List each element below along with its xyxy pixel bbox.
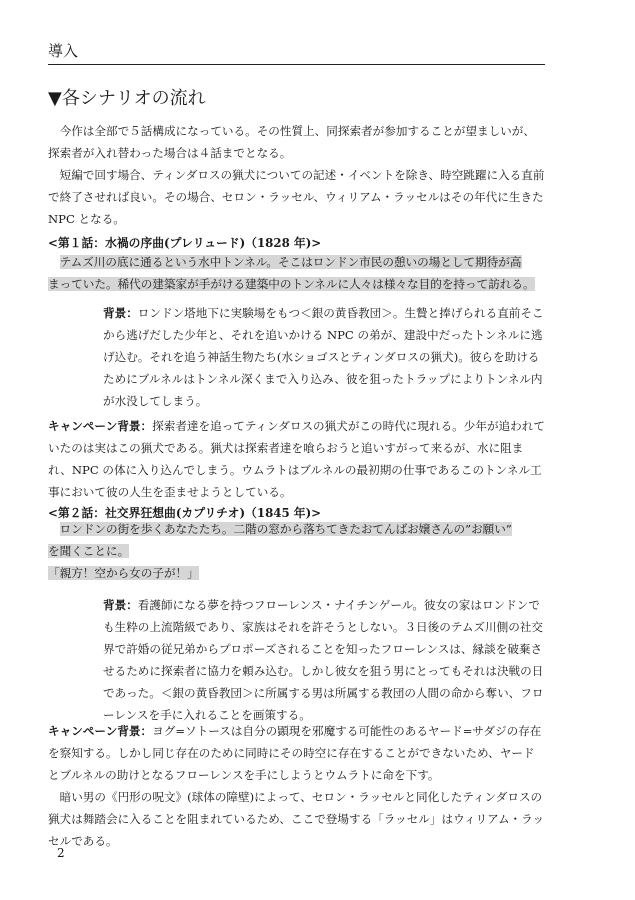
campaign-text: ヨグ=ソトースは自分の顕現を邪魔する可能性のあるヤード=サダジの存在を察知する。しかし同じ存在のために同時にその時空に存在することができないため、ヤードとブルネルの助けとなるフローレンスを手にしようとウムラトに命を下す。 — [48, 724, 542, 782]
synopsis-line: テムズ川の底に通るという水中トンネル。そこはロンドン市民の憩いの場として期待が高 — [59, 255, 522, 269]
synopsis-line: を聞くことに。 — [48, 544, 130, 558]
episode-2-background — [103, 594, 545, 726]
campaign-label: キャンペーン背景： — [48, 419, 153, 433]
episode-2-campaign — [48, 720, 545, 786]
header-divider — [48, 64, 545, 65]
intro-paragraph-1: 今作は全部で５話構成になっている。その性質上、同探索者が参加することが望ましいが、探索者が入れ替わった場合は４話までとなる。 — [48, 124, 535, 160]
background-text: ロンドン塔地下に実験場をもつ＜銀の黄昏教団＞。生贄と捧げられる直前そこから逃げだした少年と、それを追いかける NPC の弟が、建設中だったトンネルに逃げ込む。それを追う神話生物たち(水ショゴスとティンダロスの猟犬)。彼らを助けるためにブルネルはトンネル深くまで入り込み、彼を狙ったトラップによりトンネル内が水没してしまう。 — [103, 306, 544, 408]
episode-1-campaign — [48, 415, 545, 503]
background-text: 看護師になる夢を持つフローレンス・ナイチンゲール。彼女の家はロンドンでも生粋の上流階級であり、家族はそれを許そうとしない。３日後のテムズ川側の社交界で許婚の従兄弟からプロポーズされることを知ったフローレンスは、縁談を破棄させるために探索者に協力を頼み込む。しかし彼女を狙う男にとってもそれは決戦の日であった。＜銀の黄昏教団＞に所属する男は所属する教団の人間の命から奪い、フローレンスを手に入れることを画策する。 — [103, 598, 544, 722]
synopsis-line: 「親方！空から女の子が！」 — [48, 566, 199, 580]
episode-2-title: <第２話：社交界狂想曲(カプリチオ)（1845 年)> — [48, 506, 322, 520]
page-number: 2 — [57, 846, 65, 860]
background-label: 背景： — [103, 598, 138, 612]
section-title: ▼各シナリオの流れ — [48, 88, 206, 109]
synopsis-line: まっていた。稀代の建築家が手がける建築中のトンネルに人々は様々な目的を持って訪れる。 — [48, 277, 535, 291]
episode-1-title: <第１話：水禍の序曲(プレリュード)（1828 年)> — [48, 236, 322, 250]
campaign-label: キャンペーン背景： — [48, 724, 153, 738]
running-header: 導入 — [48, 42, 79, 60]
campaign-text: 探索者達を追ってティンダロスの猟犬がこの時代に現れる。少年が追われていたのは実はこの猟犬である。猟犬は探索者達を喰らおうと追いすがって来るが、水に阻まれ、NPC の体に入り込んでしまう。ウムラトはブルネルの最初期の仕事であるこのトンネル工事において彼の人生を歪ませようとしている。 — [48, 419, 545, 499]
episode-2-synopsis — [48, 518, 545, 584]
episode-2-extra: 暗い男の《円形の呪文》(球体の障壁)によって、セロン・ラッセルと同化したティンダロスの猟犬は舞踏会に入ることを阻まれているため、ここで登場する「ラッセル」はウィリアム・ラッセルである。 — [48, 790, 545, 848]
intro-paragraph-2: 短編で回す場合、ティンダロスの猟犬についての記述・イベントを除き、時空跳躍に入る直前で終了させれば良い。その場合、セロン・ラッセル、ウィリアム・ラッセルはその年代に生きた NPC となる。 — [48, 168, 545, 226]
background-label: 背景： — [103, 306, 138, 320]
episode-1-synopsis — [48, 251, 545, 295]
episode-1-background — [103, 302, 545, 412]
synopsis-line: ロンドンの街を歩くあなたたち。二階の窓から落ちてきたおてんばお嬢さんの”お願い” — [59, 522, 512, 536]
